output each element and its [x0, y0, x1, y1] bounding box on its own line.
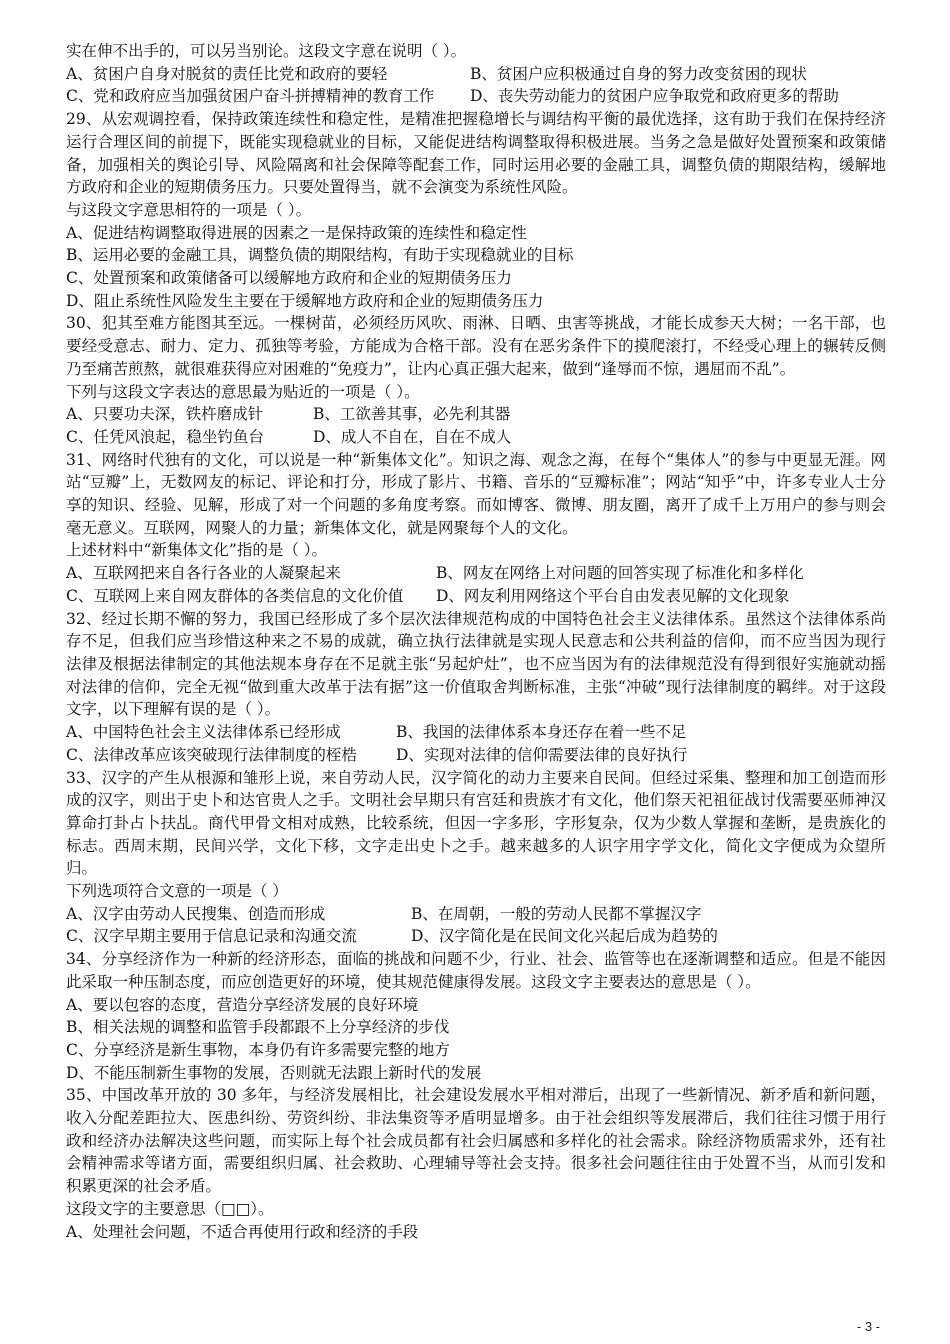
option-c: C、处置预案和政策储备可以缓解地方政府和企业的短期债务压力: [66, 269, 512, 288]
option-d: D、丧失劳动能力的贫困户应争取党和政府更多的帮助: [470, 87, 839, 106]
question-33-prompt: 下列选项符合文意的一项是（ ）: [66, 882, 288, 901]
option-c: C、任凭风浪起，稳坐钓鱼台: [66, 427, 264, 446]
option-a: A、只要功夫深，铁杵磨成针: [66, 405, 264, 424]
question-30-prompt: 下列与这段文字表达的意思最为贴近的一项是（ ）。: [66, 382, 420, 401]
option-row: [66, 585, 886, 608]
question-29-stem: 29、从宏观调控看，保持政策连续性和稳定性，是精准把握稳增长与调结构平衡的最优选择，这有助于我们在保持经济运行合理区间的前提下，既能实现稳就业的目标，又能促进结构调整取得积极进展。当务之急是做好处置预案和政策储备，加强相关的舆论引导、风险隔离和社会保障等配套工作，同时运用必要的金融工具，调整负债的期限结构，缓解地方政府和企业的短期债务压力。只要处置得当，就不会演变为系统性风险。: [66, 110, 886, 197]
option-row: [66, 925, 886, 948]
option-b: B、网友在网络上对问题的回答实现了标准化和多样化: [436, 564, 804, 583]
question-32-stem: 32、经过长期不懈的努力，我国已经形成了多个层次法律规范构成的中国特色社会主义法律体系。虽然这个法律体系尚存不足，但我们应当珍惜这种来之不易的成就，确立执行法律就是实现人民意志和公共利益的信仰，而不应当因为现行法律及根据法律制定的其他法规本身存在不足就主张“另起炉灶”，也不应当因为有的法律规范没有得到很好实施就动摇对法律的信仰，完全无视“做到重大改革于法有据”这一价值取舍判断标准，主张“冲破”现行法律制度的羁绊。对于这段文字，以下理解有误的是（ ）。: [66, 609, 886, 719]
option-row: [66, 903, 886, 926]
option-d: D、不能压制新生事物的发展，否则就无法跟上新时代的发展: [66, 1063, 482, 1082]
option-d: D、成人不自在，自在不成人: [313, 427, 512, 446]
option-b: B、贫困户应积极通过自身的努力改变贫困的现状: [470, 64, 807, 83]
question-33-stem: 33、汉字的产生从根源和雏形上说，来自劳动人民，汉字简化的动力主要来自民间。但经过采集、整理和加工创造而形成的汉字，则出于史卜和达官贵人之手。文明社会早期只有宫廷和贵族才有文化，他们祭天祀祖征战讨伐需要巫师神汉算命打卦占卜扶乩。商代甲骨文相对成熟，比较系统，但因一字多形，字形复杂，仅为少数人掌握和垄断，是贵族化的标志。西周末期，民间兴学，文化下移，文字走出史卜之手。越来越多的人识字用字学文化，简化文字便成为众望所归。: [66, 768, 886, 878]
option-c: C、党和政府应当加强贫困户奋斗拼搏精神的教育工作: [66, 87, 435, 106]
question-30-stem: 30、犯其至难方能图其至远。一棵树苗，必须经历风吹、雨淋、日晒、虫害等挑战，才能长成参天大树；一名干部，也要经受意志、耐力、定力、孤独等考验，方能成为合格干部。没有在恶劣条件下的摸爬滚打，不经受心理上的辗转反侧乃至痛苦煎熬，就很难获得应对困难的“免疫力”，让内心真正强大起来，做到“逢辱而不惊，遇屈而不乱”。: [66, 314, 886, 378]
option-row: [66, 721, 886, 744]
option-row: [66, 63, 886, 86]
option-a: A、贫困户自身对脱贫的责任比党和政府的要轻: [66, 64, 388, 83]
option-a: A、处理社会问题，不适合再使用行政和经济的手段: [66, 1222, 419, 1241]
question-31-stem: 31、网络时代独有的文化，可以说是一种“新集体文化”。知识之海、观念之海，在每个“集体人”的参与中更显无涯。网站“豆瓣”上，无数网友的标记、评论和打分，形成了影片、书籍、音乐的“豆瓣标准”；网站“知乎”中，许多专业人士分享的知识、经验、见解，形成了对一个问题的多角度考察。而如博客、微博、朋友圈，离开了成千上万用户的参与则会毫无意义。互联网，网聚人的力量；新集体文化，就是网聚每个人的文化。: [66, 450, 886, 537]
option-a: A、互联网把来自各行各业的人凝聚起来: [66, 564, 341, 583]
intro-text: 实在伸不出手的，可以另当别论。这段文字意在说明（ ）。: [66, 42, 467, 60]
question-35-prompt: 这段文字的主要意思（□□）。: [66, 1199, 274, 1218]
document-page: [66, 40, 886, 1243]
option-a: A、要以包容的态度，营造分享经济发展的良好环境: [66, 995, 419, 1014]
page-number: - 3 -: [856, 1319, 880, 1334]
option-c: C、分享经济是新生事物，本身仍有许多需要完整的地方: [66, 1040, 450, 1059]
option-a: A、汉字由劳动人民搜集、创造而形成: [66, 904, 326, 923]
question-35-stem: 35、中国改革开放的 30 多年，与经济发展相比，社会建设发展水平相对滞后，出现了一些新情况、新矛盾和新问题，收入分配差距拉大、医患纠纷、劳资纠纷、非法集资等矛盾明显增多。由于社会组织等发展滞后，我们往往习惯于用行政和经济办法解决这些问题，而实际上每个社会成员都有社会归属感和多样化的社会需求。除经济物质需求外，还有社会精神需求等诸方面，需要组织归属、社会救助、心理辅导等社会支持。很多社会问题往往由于处置不当，从而引发和积累更深的社会矛盾。: [66, 1086, 886, 1196]
option-row: [66, 744, 886, 767]
option-d: D、实现对法律的信仰需要法律的良好执行: [396, 745, 688, 764]
option-c: C、汉字早期主要用于信息记录和沟通交流: [66, 927, 357, 946]
option-b: B、运用必要的金融工具，调整负债的期限结构，有助于实现稳就业的目标: [66, 246, 574, 265]
option-c: C、法律改革应该突破现行法律制度的桎梏: [66, 745, 357, 764]
option-d: D、阻止系统性风险发生主要在于缓解地方政府和企业的短期债务压力: [66, 291, 544, 310]
option-b: B、我国的法律体系本身还存在着一些不足: [396, 723, 687, 742]
option-b: B、在周朝，一般的劳动人民都不掌握汉字: [411, 904, 702, 923]
question-31-prompt: 上述材料中“新集体文化”指的是（ ）。: [66, 541, 328, 560]
question-29-prompt: 与这段文字意思相符的一项是（ ）。: [66, 200, 312, 219]
option-row: [66, 85, 886, 108]
option-row: [66, 403, 886, 426]
option-b: B、相关法规的调整和监管手段都跟不上分享经济的步伐: [66, 1018, 450, 1037]
option-b: B、工欲善其事，必先利其器: [313, 405, 511, 424]
option-d: D、网友利用网络这个平台自由发表见解的文化现象: [436, 586, 790, 605]
question-34-stem: 34、分享经济作为一种新的经济形态，面临的挑战和问题不少，行业、社会、监管等也在逐渐调整和适应。但是不能因此采取一种压制态度，而应创造更好的环境，使其规范健康得发展。这段文字主要表达的意思是（ ）。: [66, 950, 886, 991]
option-d: D、汉字简化是在民间文化兴起后成为趋势的: [411, 927, 718, 946]
option-a: A、中国特色社会主义法律体系已经形成: [66, 723, 341, 742]
option-a: A、促进结构调整取得进展的因素之一是保持政策的连续性和稳定性: [66, 223, 527, 242]
option-row: [66, 562, 886, 585]
option-row: [66, 426, 886, 449]
option-c: C、互联网上来自网友群体的各类信息的文化价值: [66, 586, 404, 605]
